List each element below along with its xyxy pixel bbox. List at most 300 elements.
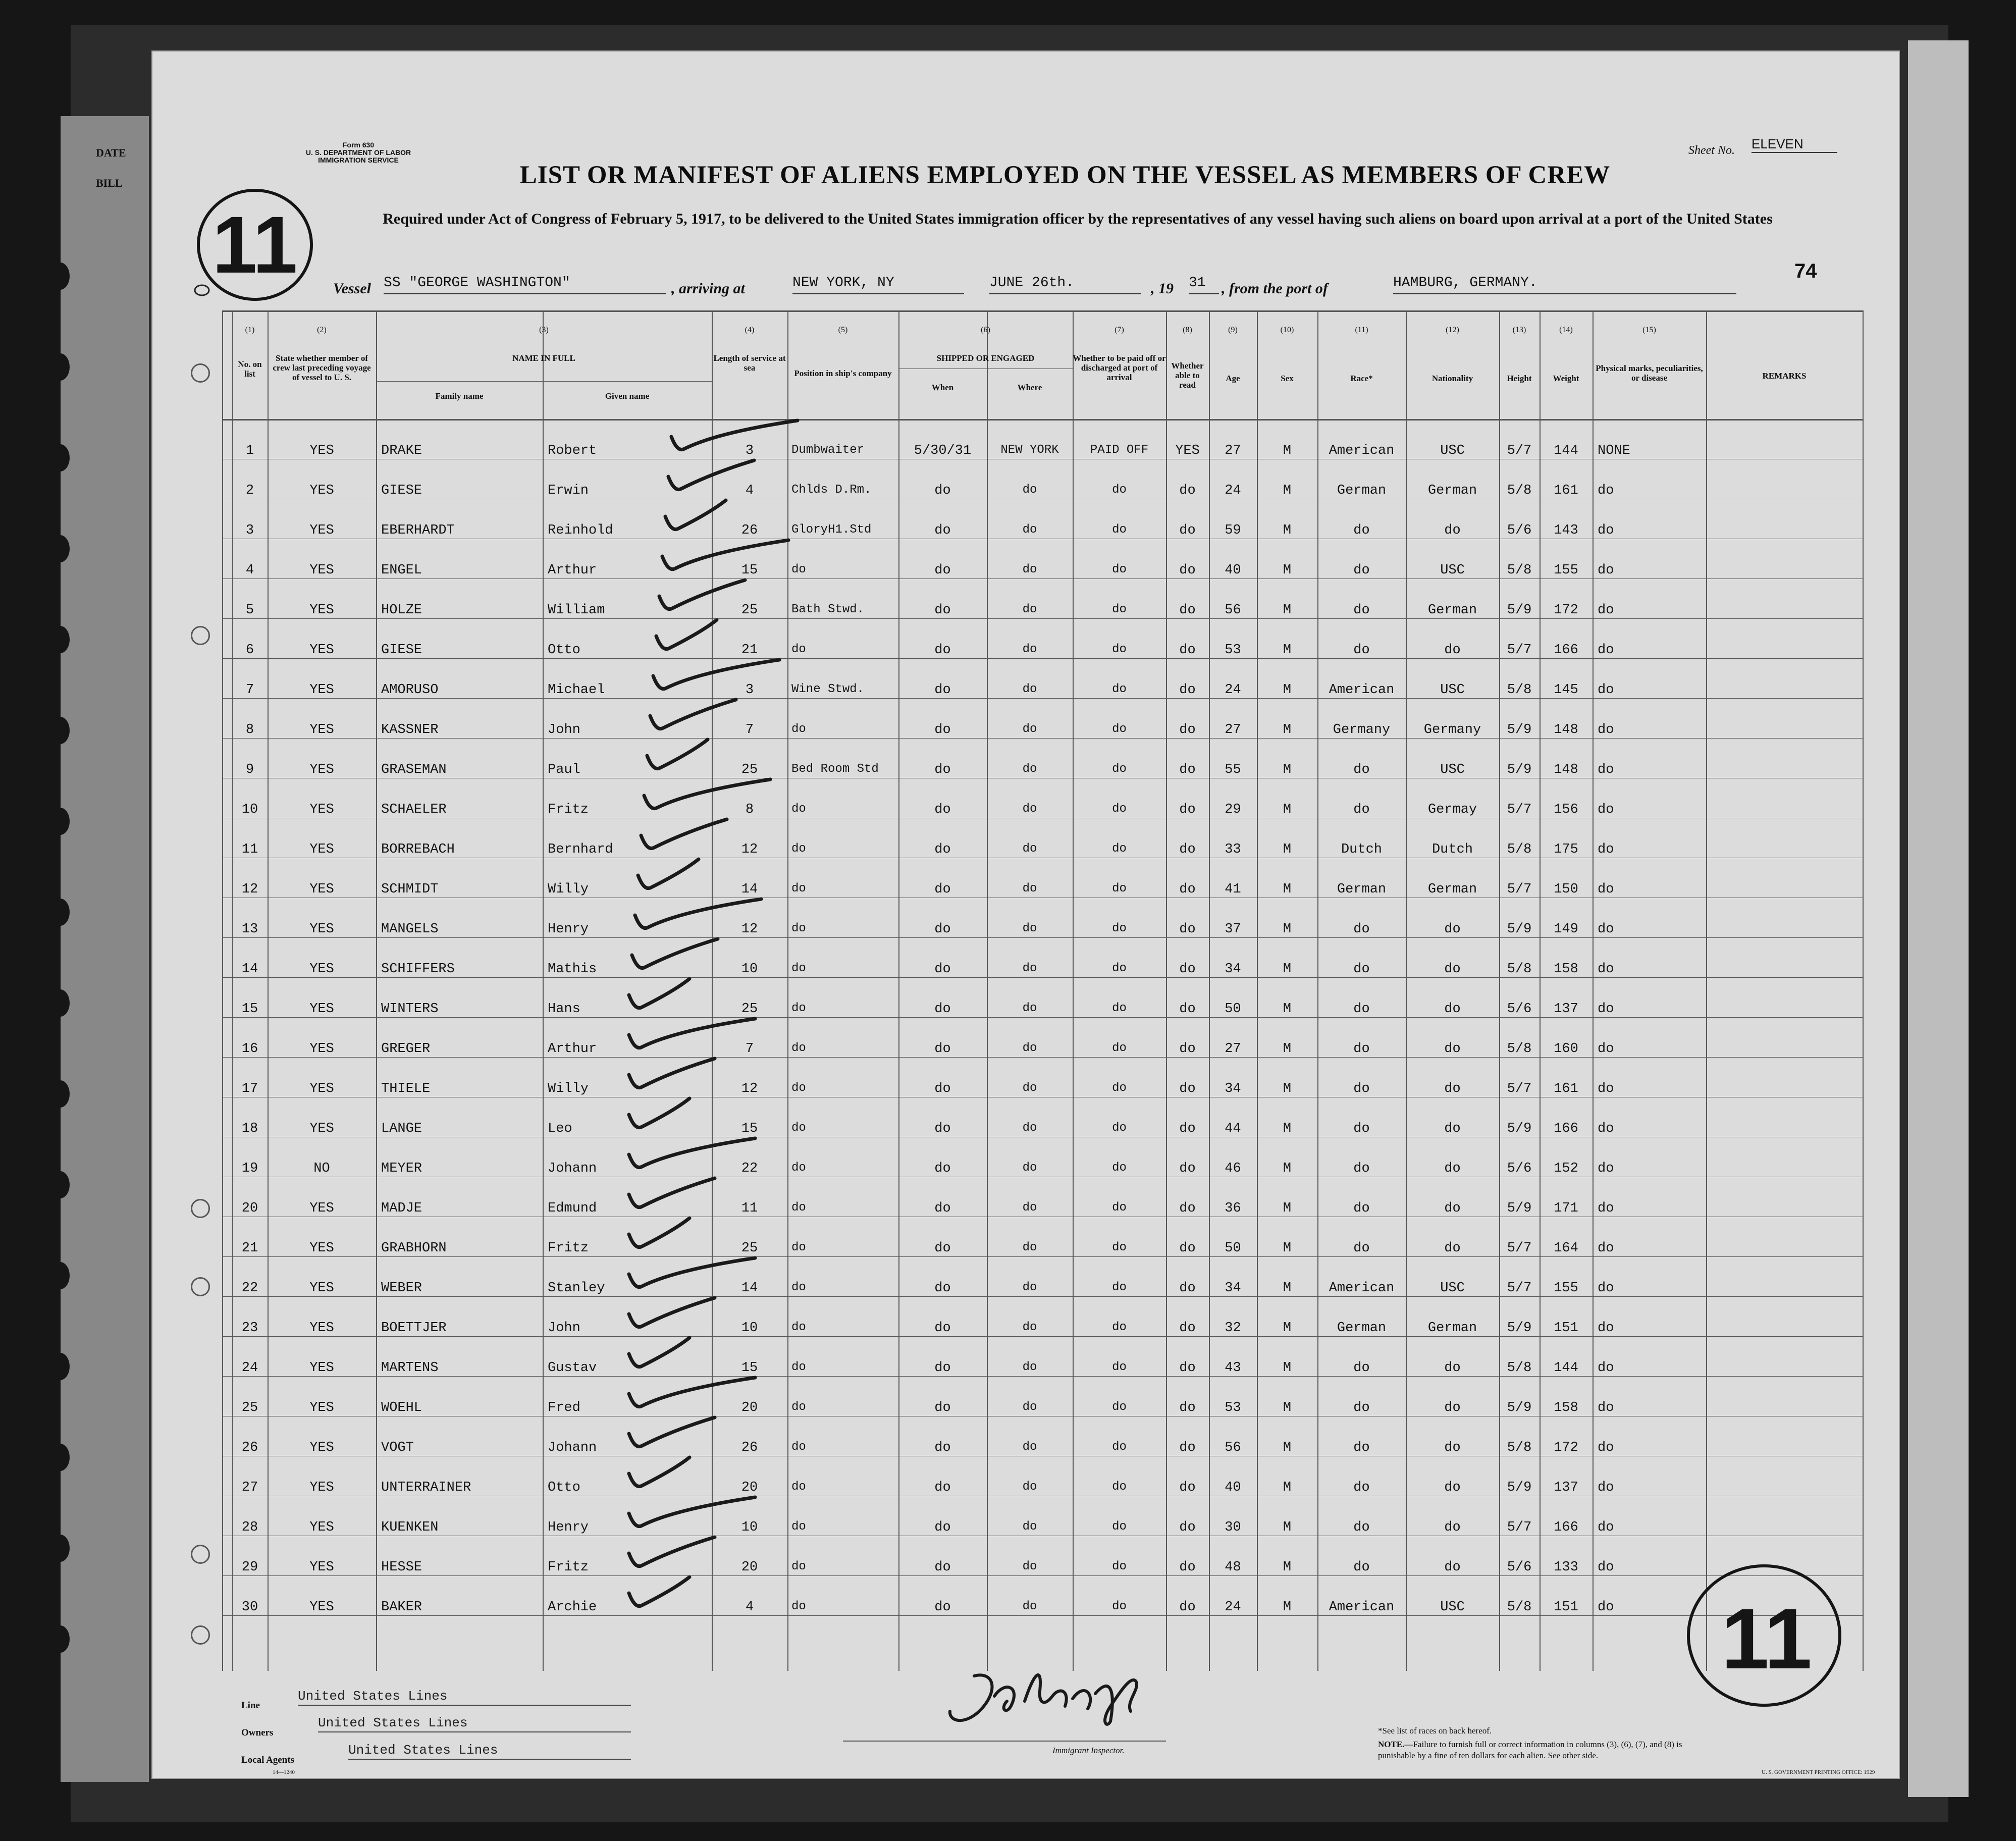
shipped-where: do <box>1022 1520 1037 1534</box>
shipped-where: do <box>1022 603 1037 616</box>
race: German <box>1337 1321 1387 1336</box>
column-number: (13) <box>1512 326 1526 334</box>
length-of-service: 26 <box>741 1440 758 1455</box>
tally-check-mark <box>656 620 717 649</box>
shipped-where: do <box>1022 1201 1037 1215</box>
printer-credit: U. S. GOVERNMENT PRINTING OFFICE: 1929 <box>1762 1769 1875 1775</box>
weight: 171 <box>1554 1201 1578 1216</box>
circled-footer-number: 11 <box>1721 1591 1812 1687</box>
age: 56 <box>1225 1440 1241 1455</box>
shipped-where: do <box>1022 1600 1037 1613</box>
vessel-label: Vessel <box>333 280 371 297</box>
row-number: 8 <box>245 722 254 738</box>
page-number: 74 <box>1794 260 1817 282</box>
position: do <box>791 1480 806 1494</box>
previous-voyage: YES <box>309 1201 334 1216</box>
paid-off: do <box>1112 643 1127 656</box>
physical-marks: do <box>1598 882 1614 897</box>
family-name: MANGELS <box>381 922 439 937</box>
length-of-service: 10 <box>741 1520 758 1535</box>
nationality: do <box>1444 1520 1461 1535</box>
sex: M <box>1283 1281 1292 1296</box>
row-number: 12 <box>241 882 258 897</box>
tally-check-mark <box>629 1218 689 1247</box>
row-number: 16 <box>241 1041 258 1057</box>
sex: M <box>1283 1600 1292 1615</box>
physical-marks: do <box>1598 1360 1614 1376</box>
inspector-signature <box>919 1661 1191 1731</box>
able-to-read: do <box>1179 603 1196 618</box>
age: 40 <box>1225 1480 1241 1495</box>
race: do <box>1353 1360 1370 1376</box>
paid-off: do <box>1112 1002 1127 1015</box>
shipped-when: do <box>934 1520 951 1535</box>
paid-off: do <box>1112 1600 1127 1613</box>
physical-marks: do <box>1598 523 1614 538</box>
position: do <box>791 722 806 736</box>
weight: 133 <box>1554 1560 1578 1575</box>
given-name: Willy <box>548 1081 589 1096</box>
year-prefix: , 19 <box>1151 280 1174 297</box>
nationality: USC <box>1440 762 1465 777</box>
family-name: MADJE <box>381 1201 422 1216</box>
length-of-service: 11 <box>741 1201 758 1216</box>
arriving-label: , arriving at <box>671 280 745 297</box>
row-number: 30 <box>241 1600 258 1615</box>
physical-marks: do <box>1598 1400 1614 1415</box>
position: do <box>791 1560 806 1573</box>
position: Bath Stwd. <box>791 603 865 616</box>
column-number: (11) <box>1355 326 1368 334</box>
column-number: (15) <box>1642 326 1656 334</box>
family-name: VOGT <box>381 1440 414 1455</box>
shipped-where: do <box>1022 1281 1037 1294</box>
able-to-read: do <box>1179 1360 1196 1376</box>
height: 5/8 <box>1507 962 1532 977</box>
previous-voyage: YES <box>309 682 334 698</box>
length-of-service: 14 <box>741 1281 758 1296</box>
race: American <box>1329 1281 1395 1296</box>
circled-footer-mark <box>1681 1560 1847 1711</box>
previous-voyage: YES <box>309 922 334 937</box>
weight: 156 <box>1554 802 1578 817</box>
given-name: Otto <box>548 643 580 658</box>
nationality: do <box>1444 962 1461 977</box>
age: 44 <box>1225 1121 1241 1136</box>
nationality: German <box>1427 882 1477 897</box>
length-of-service: 21 <box>741 643 758 658</box>
paid-off: do <box>1112 922 1127 935</box>
given-name: Mathis <box>548 962 597 977</box>
row-number: 5 <box>245 603 254 618</box>
paid-off: do <box>1112 563 1127 576</box>
shipped-where: do <box>1022 1321 1037 1334</box>
nationality: do <box>1444 922 1461 937</box>
family-name: LANGE <box>381 1121 422 1136</box>
paid-off: do <box>1112 842 1127 856</box>
row-number: 7 <box>245 682 254 698</box>
position: do <box>791 1041 806 1055</box>
nationality: Germany <box>1423 722 1481 738</box>
year-suffix: 31 <box>1189 275 1219 294</box>
previous-voyage: YES <box>309 1400 334 1415</box>
position: do <box>791 1360 806 1374</box>
race: do <box>1353 563 1370 578</box>
height: 5/9 <box>1507 1480 1532 1495</box>
shipped-when: do <box>934 1002 951 1017</box>
length-of-service: 14 <box>741 882 758 897</box>
nationality: do <box>1444 1440 1461 1455</box>
given-name: Johann <box>548 1161 597 1176</box>
shipped-when: do <box>934 1480 951 1495</box>
tally-check-mark <box>671 420 798 450</box>
paid-off: PAID OFF <box>1090 443 1149 457</box>
weight: 175 <box>1554 842 1578 857</box>
weight: 144 <box>1554 1360 1578 1376</box>
weight: 172 <box>1554 1440 1578 1455</box>
service-name: IMMIGRATION SERVICE <box>318 156 399 164</box>
line-value: United States Lines <box>298 1689 631 1706</box>
sheet-number-value: ELEVEN <box>1752 136 1837 153</box>
tally-check-mark <box>629 1059 715 1088</box>
height: 5/7 <box>1507 1241 1532 1256</box>
family-name: MARTENS <box>381 1360 439 1376</box>
position: do <box>791 1400 806 1414</box>
given-name: Johann <box>548 1440 597 1455</box>
length-of-service: 4 <box>745 483 754 498</box>
nationality: do <box>1444 523 1461 538</box>
weight: 151 <box>1554 1321 1578 1336</box>
header-family-name: Family name <box>435 391 484 401</box>
given-name: Reinhold <box>548 523 613 538</box>
physical-marks: do <box>1598 603 1614 618</box>
height: 5/8 <box>1507 842 1532 857</box>
column-number: (14) <box>1559 326 1573 334</box>
given-name: Paul <box>548 762 580 777</box>
height: 5/8 <box>1507 682 1532 698</box>
family-name: ENGEL <box>381 563 422 578</box>
local-agents-label: Local Agents <box>241 1755 295 1765</box>
length-of-service: 3 <box>745 682 754 698</box>
family-name: SCHAELER <box>381 802 447 817</box>
weight: 143 <box>1554 523 1578 538</box>
tally-check-mark <box>629 1338 689 1367</box>
column-number: (3) <box>539 326 549 334</box>
tally-check-mark <box>662 540 788 569</box>
length-of-service: 15 <box>741 1360 758 1376</box>
tally-check-mark <box>659 580 745 609</box>
length-of-service: 15 <box>741 1121 758 1136</box>
age: 50 <box>1225 1241 1241 1256</box>
race: do <box>1353 1081 1370 1096</box>
physical-marks: do <box>1598 762 1614 777</box>
race: do <box>1353 802 1370 817</box>
race: do <box>1353 922 1370 937</box>
position: do <box>791 1201 806 1215</box>
race: do <box>1353 962 1370 977</box>
age: 55 <box>1225 762 1241 777</box>
length-of-service: 25 <box>741 603 758 618</box>
physical-marks: do <box>1598 682 1614 698</box>
able-to-read: do <box>1179 483 1196 498</box>
nationality: USC <box>1440 443 1465 458</box>
height: 5/7 <box>1507 1081 1532 1096</box>
position: GloryH1.Std <box>791 523 872 537</box>
shipped-where: do <box>1022 842 1037 856</box>
line-label: Line <box>241 1700 260 1711</box>
position: do <box>791 842 806 856</box>
previous-voyage: YES <box>309 483 334 498</box>
shipped-where: do <box>1022 1480 1037 1494</box>
sheet-number-label: Sheet No. <box>1688 144 1735 157</box>
sex: M <box>1283 1520 1292 1535</box>
height: 5/9 <box>1507 603 1532 618</box>
sex: M <box>1283 1161 1292 1176</box>
shipped-where: do <box>1022 882 1037 896</box>
age: 34 <box>1225 1081 1241 1096</box>
sex: M <box>1283 1480 1292 1495</box>
height: 5/9 <box>1507 1400 1532 1415</box>
family-name: WOEHL <box>381 1400 422 1415</box>
nationality: Germay <box>1427 802 1477 817</box>
physical-marks: do <box>1598 1041 1614 1057</box>
age: 29 <box>1225 802 1241 817</box>
row-number: 18 <box>241 1121 258 1136</box>
able-to-read: do <box>1179 1161 1196 1176</box>
able-to-read: do <box>1179 802 1196 817</box>
length-of-service: 15 <box>741 563 758 578</box>
position: Wine Stwd. <box>791 682 865 696</box>
age: 50 <box>1225 1002 1241 1017</box>
nationality: do <box>1444 1241 1461 1256</box>
height: 5/6 <box>1507 1560 1532 1575</box>
inspector-line <box>843 1741 1166 1742</box>
previous-voyage: YES <box>309 1081 334 1096</box>
weight: 155 <box>1554 563 1578 578</box>
department-name: U. S. DEPARTMENT OF LABOR <box>305 148 411 156</box>
position: Dumbwaiter <box>791 443 865 457</box>
given-name: Willy <box>548 882 589 897</box>
able-to-read: do <box>1179 1560 1196 1575</box>
nationality: do <box>1444 1081 1461 1096</box>
nationality: do <box>1444 1360 1461 1376</box>
paid-off: do <box>1112 1560 1127 1573</box>
weight: 137 <box>1554 1480 1578 1495</box>
shipped-where: do <box>1022 643 1037 656</box>
previous-voyage: YES <box>309 1600 334 1615</box>
shipped-where: do <box>1022 1002 1037 1015</box>
previous-voyage: YES <box>309 563 334 578</box>
shipped-when: do <box>934 1161 951 1176</box>
physical-marks: do <box>1598 922 1614 937</box>
sex: M <box>1283 1560 1292 1575</box>
sex: M <box>1283 1041 1292 1057</box>
tally-check-mark <box>668 460 754 490</box>
physical-marks: do <box>1598 722 1614 738</box>
position: do <box>791 1161 806 1175</box>
shipped-where: do <box>1022 682 1037 696</box>
weight: 144 <box>1554 443 1578 458</box>
nationality: German <box>1427 603 1477 618</box>
nationality: German <box>1427 1321 1477 1336</box>
shipped-where: do <box>1022 1121 1037 1135</box>
sex: M <box>1283 1081 1292 1096</box>
height: 5/6 <box>1507 523 1532 538</box>
length-of-service: 10 <box>741 1321 758 1336</box>
paid-off: do <box>1112 1520 1127 1534</box>
length-of-service: 20 <box>741 1560 758 1575</box>
nationality: do <box>1444 1121 1461 1136</box>
height: 5/9 <box>1507 922 1532 937</box>
row-number: 11 <box>241 842 258 857</box>
sex: M <box>1283 1400 1292 1415</box>
tally-check-mark <box>632 939 718 968</box>
header-weight: Weight <box>1553 374 1579 383</box>
tally-check-mark <box>644 779 770 809</box>
age: 53 <box>1225 643 1241 658</box>
owners-label: Owners <box>241 1727 274 1738</box>
height: 5/6 <box>1507 1002 1532 1017</box>
previous-voyage: YES <box>309 1281 334 1296</box>
weight: 148 <box>1554 762 1578 777</box>
sex: M <box>1283 802 1292 817</box>
weight: 160 <box>1554 1041 1578 1057</box>
column-number: (7) <box>1115 326 1124 334</box>
previous-voyage: YES <box>309 603 334 618</box>
family-name: AMORUSO <box>381 682 439 698</box>
age: 27 <box>1225 443 1241 458</box>
shipped-where: do <box>1022 1400 1037 1414</box>
sex: M <box>1283 1321 1292 1336</box>
age: 53 <box>1225 1400 1241 1415</box>
paid-off: do <box>1112 882 1127 896</box>
page-title: LIST OR MANIFEST OF ALIENS EMPLOYED ON THE VESSEL AS MEMBERS OF CREW <box>519 161 1611 189</box>
header-age: Age <box>1226 374 1240 383</box>
able-to-read: do <box>1179 1081 1196 1096</box>
physical-marks: do <box>1598 1121 1614 1136</box>
header-able-to-read: Whether able to read <box>1171 361 1204 390</box>
previous-voyage: YES <box>309 1520 334 1535</box>
previous-voyage: YES <box>309 1321 334 1336</box>
age: 37 <box>1225 922 1241 937</box>
family-name: MEYER <box>381 1161 422 1176</box>
previous-voyage: YES <box>309 1360 334 1376</box>
shipped-when: do <box>934 682 951 698</box>
height: 5/7 <box>1507 802 1532 817</box>
given-name: Gustav <box>548 1360 597 1376</box>
previous-voyage: YES <box>309 1440 334 1455</box>
paid-off: do <box>1112 1360 1127 1374</box>
column-number: (12) <box>1446 326 1459 334</box>
height: 5/9 <box>1507 722 1532 738</box>
paid-off: do <box>1112 1480 1127 1494</box>
position: do <box>791 1321 806 1334</box>
race: do <box>1353 762 1370 777</box>
able-to-read: do <box>1179 1520 1196 1535</box>
able-to-read: YES <box>1175 443 1200 458</box>
physical-marks: do <box>1598 1081 1614 1096</box>
family-name: GIESE <box>381 483 422 498</box>
sex: M <box>1283 722 1292 738</box>
position: do <box>791 1002 806 1015</box>
weight: 137 <box>1554 1002 1578 1017</box>
nationality: do <box>1444 1400 1461 1415</box>
note-label: NOTE. <box>1378 1740 1405 1749</box>
sex: M <box>1283 1002 1292 1017</box>
height: 5/8 <box>1507 1041 1532 1057</box>
able-to-read: do <box>1179 842 1196 857</box>
weight: 161 <box>1554 1081 1578 1096</box>
shipped-when: do <box>934 1201 951 1216</box>
previous-voyage: YES <box>309 802 334 817</box>
able-to-read: do <box>1179 1321 1196 1336</box>
paid-off: do <box>1112 1161 1127 1175</box>
header-remarks: REMARKS <box>1762 371 1807 381</box>
header-shipped-engaged: SHIPPED OR ENGAGED <box>936 353 1035 363</box>
paid-off: do <box>1112 762 1127 776</box>
shipped-where: do <box>1022 722 1037 736</box>
paid-off: do <box>1112 1400 1127 1414</box>
paid-off: do <box>1112 722 1127 736</box>
height: 5/8 <box>1507 1360 1532 1376</box>
sex: M <box>1283 523 1292 538</box>
able-to-read: do <box>1179 563 1196 578</box>
physical-marks: do <box>1598 962 1614 977</box>
shipped-when: do <box>934 1360 951 1376</box>
row-number: 1 <box>245 443 254 458</box>
departure-port: HAMBURG, GERMANY. <box>1393 275 1736 294</box>
header-where: Where <box>1017 383 1042 392</box>
shipped-where: do <box>1022 1440 1037 1454</box>
age: 36 <box>1225 1201 1241 1216</box>
race: American <box>1329 1600 1395 1615</box>
header-length-of-service: Length of service at sea <box>713 353 786 373</box>
tally-check-mark <box>629 979 689 1008</box>
form-code: 14—1240 <box>273 1769 295 1775</box>
length-of-service: 25 <box>741 762 758 777</box>
race: do <box>1353 1560 1370 1575</box>
race: Germany <box>1333 722 1391 738</box>
tally-check-mark <box>629 1298 715 1327</box>
weight: 155 <box>1554 1281 1578 1296</box>
able-to-read: do <box>1179 643 1196 658</box>
local-agents-value: United States Lines <box>348 1743 631 1760</box>
tally-check-mark <box>629 1178 715 1207</box>
age: 59 <box>1225 523 1241 538</box>
height: 5/8 <box>1507 1440 1532 1455</box>
shipped-when: do <box>934 1081 951 1096</box>
row-number: 20 <box>241 1201 258 1216</box>
shipped-where: do <box>1022 1241 1037 1254</box>
tally-check-mark <box>629 1457 689 1487</box>
shipped-where: do <box>1022 922 1037 935</box>
able-to-read: do <box>1179 1480 1196 1495</box>
row-number: 25 <box>241 1400 258 1415</box>
shipped-where: do <box>1022 1081 1037 1095</box>
race: German <box>1337 882 1387 897</box>
tally-check-mark <box>629 1497 755 1527</box>
tally-check-mark <box>635 899 761 928</box>
paid-off: do <box>1112 1121 1127 1135</box>
page-subtitle: Required under Act of Congress of February 5, 1917, to be delivered to the United States immigration officer by the representatives of any vessel having such aliens on board upon arrival at a port of the United States <box>383 211 1773 227</box>
given-name: Henry <box>548 922 589 937</box>
header-member-prev-voyage: State whether member of crew last preceding voyage of vessel to U. S. <box>273 353 371 382</box>
able-to-read: do <box>1179 882 1196 897</box>
height: 5/8 <box>1507 563 1532 578</box>
previous-voyage: YES <box>309 1480 334 1495</box>
sex: M <box>1283 682 1292 698</box>
header-sex: Sex <box>1281 374 1294 383</box>
